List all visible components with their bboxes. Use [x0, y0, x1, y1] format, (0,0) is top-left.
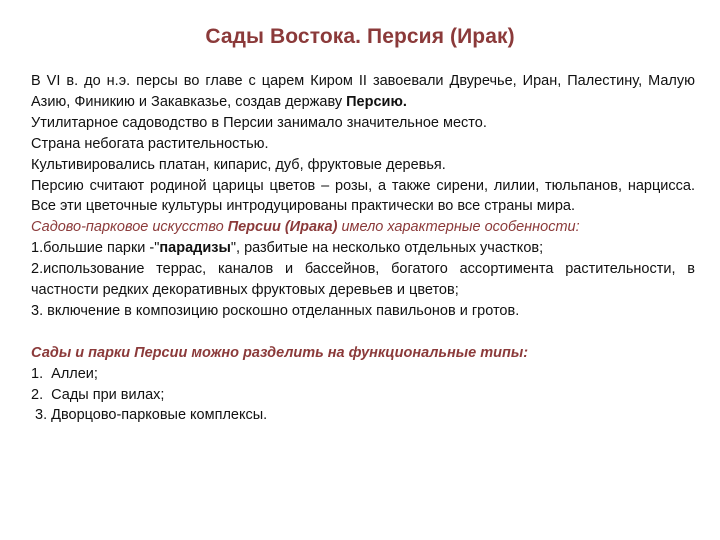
- slide-body: [31, 71, 695, 426]
- feature-1-before: 1.большие парки -": [31, 240, 160, 257]
- features-heading-after: имело характерные особенности:: [337, 219, 580, 236]
- line-vegetation: Страна небогата растительностью.: [31, 135, 269, 152]
- spacer: [31, 322, 695, 343]
- features-heading: [31, 217, 695, 238]
- line-roses: Персию считают родиной царицы цветов – розы, а также сирени, лилии, тюльпанов, нарцисса. Все эти цветочные культуры интродуцированы практически во все страны мира.: [31, 177, 695, 215]
- intro-paragraph: [31, 71, 695, 113]
- feature-1-after: ", разбитые на несколько отдельных участков;: [230, 240, 544, 257]
- line-cultivated: Культивировались платан, кипарис, дуб, фруктовые деревья.: [31, 156, 446, 173]
- feature-3: 3. включение в композицию роскошно отделанных павильонов и гротов.: [31, 302, 520, 319]
- types-heading: Сады и парки Персии можно разделить на функциональные типы:: [31, 344, 529, 361]
- line-utilitarian: Утилитарное садоводство в Персии занимало значительное место.: [31, 114, 487, 131]
- type-item-1: 1. Аллеи;: [31, 365, 98, 382]
- type-item-3: 3. Дворцово-парковые комплексы.: [31, 407, 268, 424]
- feature-2: 2.использование террас, каналов и бассейнов, богатого ассортимента растительности, в частности редких декоративных фруктовых деревьев и цветов;: [31, 261, 695, 299]
- type-item-2: 2. Сады при вилах;: [31, 386, 165, 403]
- intro-text: В VI в. до н.э. персы во главе с царем Киром II завоевали Двуречье, Иран, Палестину, Малую Азию, Финикию и Закавказье, создав державу: [31, 73, 695, 110]
- slide-title: Сады Востока. Персия (Ирак): [205, 25, 515, 48]
- intro-bold-persia: Персию.: [346, 93, 407, 110]
- feature-1: [31, 238, 695, 259]
- features-heading-bold: Персии (Ирака): [227, 219, 338, 236]
- features-heading-before: Садово-парковое искусство: [31, 219, 228, 236]
- feature-1-bold: парадизы: [159, 240, 231, 257]
